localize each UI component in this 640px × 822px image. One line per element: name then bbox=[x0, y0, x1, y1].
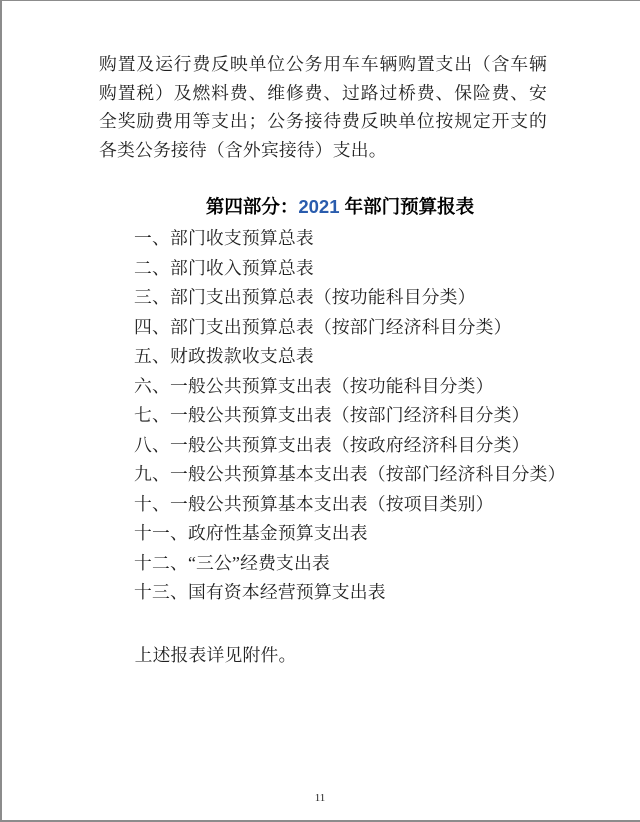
report-list-item: 六、一般公共预算支出表（按功能科目分类） bbox=[134, 375, 494, 396]
report-list-item: 十二、“三公”经费支出表 bbox=[134, 552, 330, 573]
report-list-item: 四、部门支出预算总表（按部门经济科目分类） bbox=[134, 316, 512, 337]
page-number: 11 bbox=[314, 792, 326, 804]
section-title-prefix: 第四部分： bbox=[205, 196, 299, 218]
report-list-item: 二、部门收入预算总表 bbox=[134, 257, 314, 278]
closing-note: 上述报表详见附件。 bbox=[134, 644, 297, 665]
section-title bbox=[40, 192, 640, 221]
report-list-item: 九、一般公共预算基本支出表（按部门经济科目分类） bbox=[134, 464, 566, 485]
report-list-item: 十一、政府性基金预算支出表 bbox=[134, 523, 368, 544]
report-list-item: 十三、国有资本经营预算支出表 bbox=[134, 582, 386, 603]
body-paragraph: 购置及运行费反映单位公务用车车辆购置支出（含车辆购置税）及燃料费、维修费、过路过桥费、保险费、安全奖励费用等支出；公务接待费反映单位按规定开支的各类公务接待（含外宾接待）支出。 bbox=[99, 54, 547, 160]
report-list-item: 五、财政拨款收支总表 bbox=[134, 346, 314, 367]
report-list-item: 一、部门收支预算总表 bbox=[134, 228, 314, 249]
section-title-suffix: 年部门预算报表 bbox=[339, 196, 475, 218]
section-title-year: 2021 bbox=[298, 196, 340, 218]
report-list bbox=[134, 224, 640, 608]
report-list-item: 八、一般公共预算支出表（按政府经济科目分类） bbox=[134, 434, 530, 455]
report-list-item: 七、一般公共预算支出表（按部门经济科目分类） bbox=[134, 405, 530, 426]
report-list-item: 十、一般公共预算基本支出表（按项目类别） bbox=[134, 493, 494, 514]
report-list-item: 三、部门支出预算总表（按功能科目分类） bbox=[134, 287, 476, 308]
